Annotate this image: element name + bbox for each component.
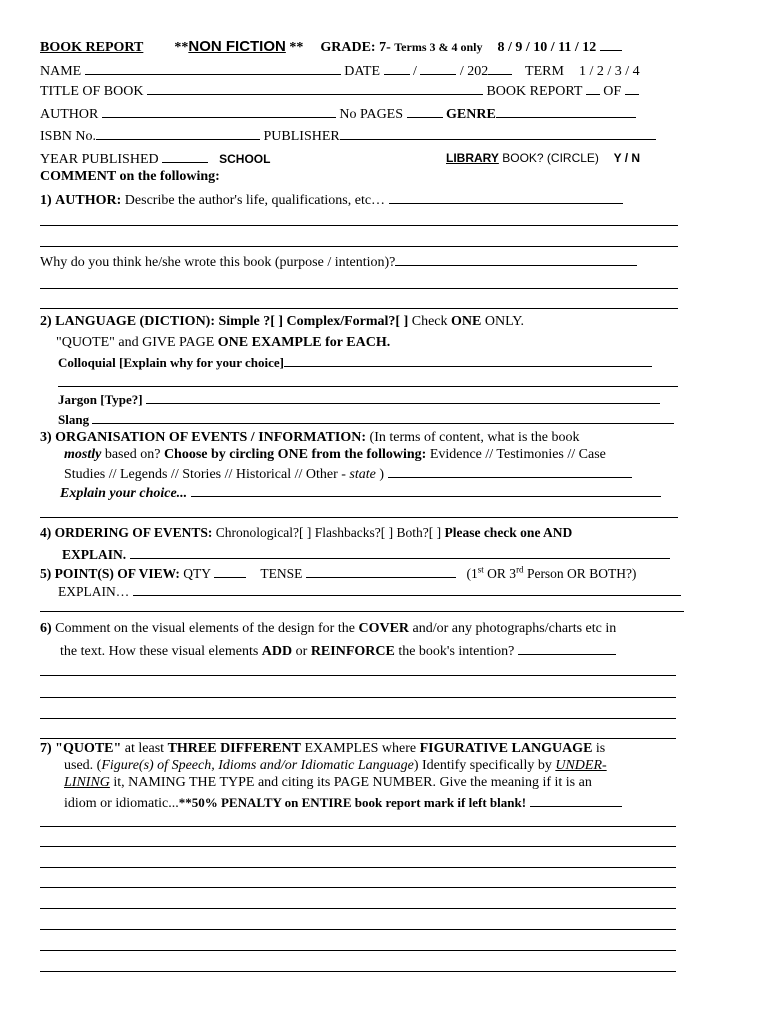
author-label: AUTHOR: [40, 107, 99, 122]
q7-lining: LINING: [64, 775, 110, 790]
q5-qty: QTY: [179, 566, 211, 581]
comment-heading: COMMENT on the following:: [40, 169, 220, 184]
date-year-field[interactable]: [488, 60, 512, 75]
q6-number: 6): [40, 621, 52, 636]
q3-line: [40, 429, 580, 447]
q6-line-2: [60, 640, 616, 661]
library-label: LIBRARY: [446, 151, 499, 165]
grade-7: 7-: [379, 40, 391, 55]
q1-answer-line[interactable]: [40, 225, 678, 226]
non-fiction-title: NON FICTION: [188, 38, 286, 55]
isbn-line: [40, 125, 656, 146]
q4-line: [40, 524, 572, 542]
q2-only: ONLY.: [481, 314, 525, 329]
isbn-label: ISBN No.: [40, 129, 97, 144]
no-pages-label: No PAGES: [339, 107, 404, 122]
q5-st: st: [477, 564, 484, 575]
q6-add: ADD: [261, 644, 293, 659]
q3-choose: Choose by circling ONE from the following:: [163, 447, 427, 462]
genre-field[interactable]: [496, 103, 636, 118]
q4-check: Please check one AND: [441, 525, 573, 540]
q6-answer-line[interactable]: [40, 738, 676, 739]
q3-options-b[interactable]: Studies // Legends // Stories // Historical // Other -: [64, 467, 350, 482]
q1-why-text: Why do you think he/she wrote this book (purpose / intention)?: [40, 255, 396, 270]
q6-answer-line[interactable]: [40, 718, 676, 719]
q7-identify: ) Identify specifically by: [413, 758, 556, 773]
q3-based: based on?: [101, 447, 164, 462]
q4-explain-line: [62, 544, 670, 564]
title-line: [40, 80, 639, 101]
date-month-field[interactable]: [420, 60, 456, 75]
q7-answer-line[interactable]: [40, 826, 676, 827]
grade-blank[interactable]: [600, 36, 622, 51]
q5-p-open: (1: [466, 566, 478, 581]
isbn-field[interactable]: [96, 125, 260, 140]
q6-cover: COVER: [358, 621, 410, 636]
date-day-field[interactable]: [384, 60, 410, 75]
q2-line: [40, 313, 524, 331]
q3-mostly: mostly: [64, 447, 102, 462]
book-report-count-label: BOOK REPORT: [486, 84, 583, 99]
name-field[interactable]: [85, 60, 341, 75]
q7-line-2: [64, 757, 607, 775]
date-year-prefix: / 202: [459, 64, 489, 79]
q2-check: Check: [408, 314, 452, 329]
q4-options[interactable]: Chronological?[ ] Flashbacks?[ ] Both?[ ]: [212, 525, 442, 540]
q4-head: 4) ORDERING OF EVENTS:: [40, 525, 213, 540]
q7-line-3: [64, 774, 592, 792]
q2-quote-a: "QUOTE" and GIVE PAGE: [56, 335, 218, 350]
grade-options: 8 / 9 / 10 / 11 / 12: [497, 40, 597, 55]
q3-line-3: [64, 463, 632, 484]
grade-label: GRADE:: [320, 40, 376, 55]
q5-tense: TENSE: [260, 566, 303, 581]
jargon-field[interactable]: [146, 389, 660, 404]
colloquial-field[interactable]: [284, 352, 652, 367]
q7-is: is: [592, 741, 606, 756]
q7-answer-line[interactable]: [40, 887, 676, 888]
term-options: 1 / 2 / 3 / 4: [578, 64, 640, 79]
q7-answer-line[interactable]: [40, 950, 676, 951]
q6-reinforce: REINFORCE: [310, 644, 395, 659]
q7-line-4: [64, 792, 622, 813]
author-field[interactable]: [102, 103, 336, 118]
q4-explain-field[interactable]: [130, 544, 670, 559]
q6-text-c: the text. How these visual elements: [60, 644, 262, 659]
title-of-book-label: TITLE OF BOOK: [40, 84, 144, 99]
q6-answer-line[interactable]: [40, 675, 676, 676]
q1-text: Describe the author's life, qualifications, etc…: [124, 193, 386, 208]
q7-at-least: at least: [121, 741, 168, 756]
book-report-total-field[interactable]: [625, 80, 639, 95]
slang-field[interactable]: [92, 409, 674, 424]
publisher-field[interactable]: [340, 125, 656, 140]
q5-rd: rd: [516, 564, 524, 575]
q3-other-field[interactable]: [388, 463, 632, 478]
yes-no-options[interactable]: Y / N: [613, 151, 641, 165]
q6-text-a: Comment on the visual elements of the design for the: [51, 621, 359, 636]
q7-under: UNDER-: [555, 758, 607, 773]
header-line: [40, 36, 622, 57]
jargon-line: [58, 389, 660, 409]
of-label: OF: [603, 84, 622, 99]
q5-answer-line[interactable]: [40, 611, 684, 612]
q3-explain-line: [60, 482, 661, 503]
q3-head: 3) ORGANISATION OF EVENTS / INFORMATION:: [40, 430, 367, 445]
colloquial-line: [58, 352, 652, 372]
q7-figurative: FIGURATIVE LANGUAGE: [419, 741, 593, 756]
q6-text-d: the book's intention?: [394, 644, 515, 659]
q7-answer-line[interactable]: [40, 846, 676, 847]
colloquial-label: Colloquial [Explain why for your choice]: [58, 355, 284, 370]
pages-field[interactable]: [407, 103, 443, 118]
name-label: NAME: [40, 64, 82, 79]
q7-figures: Figure(s) of Speech, Idioms and/or Idiomatic Language: [101, 758, 414, 773]
school-label: SCHOOL: [219, 152, 271, 166]
q3-close: ): [375, 467, 385, 482]
q3-state: state: [349, 467, 376, 482]
q1-why-line: [40, 251, 637, 272]
year-published-field[interactable]: [162, 148, 208, 163]
q7-three: THREE DIFFERENT: [167, 741, 301, 756]
q1-answer-field[interactable]: [389, 189, 623, 204]
colloquial-answer-line[interactable]: [58, 386, 678, 387]
q6-answer-field[interactable]: [518, 640, 616, 655]
library-question: [446, 149, 640, 167]
q5-head: 5) POINT(S) OF VIEW:: [40, 566, 180, 581]
q7-answer-line[interactable]: [40, 971, 676, 972]
q5-tense-field[interactable]: [306, 563, 456, 578]
year-line: [40, 148, 270, 169]
book-circle-label: BOOK? (CIRCLE): [502, 151, 599, 165]
publisher-label: PUBLISHER: [263, 129, 340, 144]
author-line: [40, 103, 636, 124]
q2-quote-line: [56, 334, 390, 352]
q5-or: OR 3: [483, 566, 517, 581]
q3-line-2: [64, 446, 606, 464]
q7-line: [40, 740, 605, 758]
q5-explain-label: EXPLAIN…: [58, 584, 130, 599]
q3-explain-field[interactable]: [191, 482, 661, 497]
q7-penalty: **50% PENALTY on ENTIRE book report mark if left blank!: [178, 795, 527, 810]
q6-or: or: [292, 644, 311, 659]
q3-explain-label: Explain your choice...: [60, 486, 188, 501]
book-report-title: BOOK REPORT: [40, 40, 144, 55]
q1-title: AUTHOR:: [55, 193, 122, 208]
q1-answer-line[interactable]: [40, 246, 678, 247]
name-date-line: [40, 60, 640, 81]
q2-quote-b: ONE EXAMPLE for EACH.: [217, 335, 391, 350]
q2-one: ONE: [451, 314, 482, 329]
stars-close: **: [285, 40, 304, 55]
genre-label: GENRE: [446, 107, 496, 122]
q5-qty-field[interactable]: [214, 563, 246, 578]
q5-explain-field[interactable]: [133, 581, 681, 596]
q7-quote: "QUOTE": [51, 741, 122, 756]
slang-label: Slang: [58, 412, 90, 427]
q1-line: [40, 189, 623, 210]
q4-explain-label: EXPLAIN.: [62, 547, 127, 562]
q6-answer-line[interactable]: [40, 697, 676, 698]
terms-note: Terms 3 & 4 only: [394, 40, 483, 54]
q3-options-a[interactable]: Evidence // Testimonies // Case: [426, 447, 606, 462]
stars-open: **: [174, 40, 189, 55]
q7-examples: EXAMPLES where: [300, 741, 420, 756]
term-label: TERM: [525, 64, 564, 79]
q5-line: [40, 563, 636, 583]
q5-explain-line: [58, 581, 681, 601]
q7-idiom: idiom or idiomatic...: [64, 796, 179, 811]
q1-why-answer-line[interactable]: [40, 308, 678, 309]
date-slash: /: [413, 64, 417, 79]
q7-answer-line[interactable]: [40, 867, 676, 868]
q1-why-answer-line[interactable]: [40, 288, 678, 289]
q7-used: used. (: [64, 758, 102, 773]
q5-p-close: Person OR BOTH?): [523, 566, 637, 581]
title-of-book-field[interactable]: [147, 80, 483, 95]
q7-number: 7): [40, 741, 52, 756]
q6-text-b: and/or any photographs/charts etc in: [409, 621, 617, 636]
q1-why-field[interactable]: [395, 251, 637, 266]
q7-answer-field[interactable]: [530, 792, 622, 807]
slang-line: [58, 409, 674, 429]
date-label: DATE: [344, 64, 381, 79]
jargon-label: Jargon [Type?]: [58, 392, 143, 407]
q7-answer-line[interactable]: [40, 908, 676, 909]
q7-naming: it, NAMING THE TYPE and citing its PAGE NUMBER. Give the meaning if it is an: [109, 775, 592, 790]
book-report-number-field[interactable]: [586, 80, 600, 95]
q6-line: [40, 620, 616, 638]
year-published-label: YEAR PUBLISHED: [40, 152, 159, 167]
q2-head: 2) LANGUAGE (DICTION): Simple ?[ ] Complex/Formal?[ ]: [40, 314, 409, 329]
q1-number: 1): [40, 193, 52, 208]
q3-text-a: (In terms of content, what is the book: [366, 430, 580, 445]
q3-answer-line[interactable]: [40, 517, 678, 518]
q7-answer-line[interactable]: [40, 929, 676, 930]
